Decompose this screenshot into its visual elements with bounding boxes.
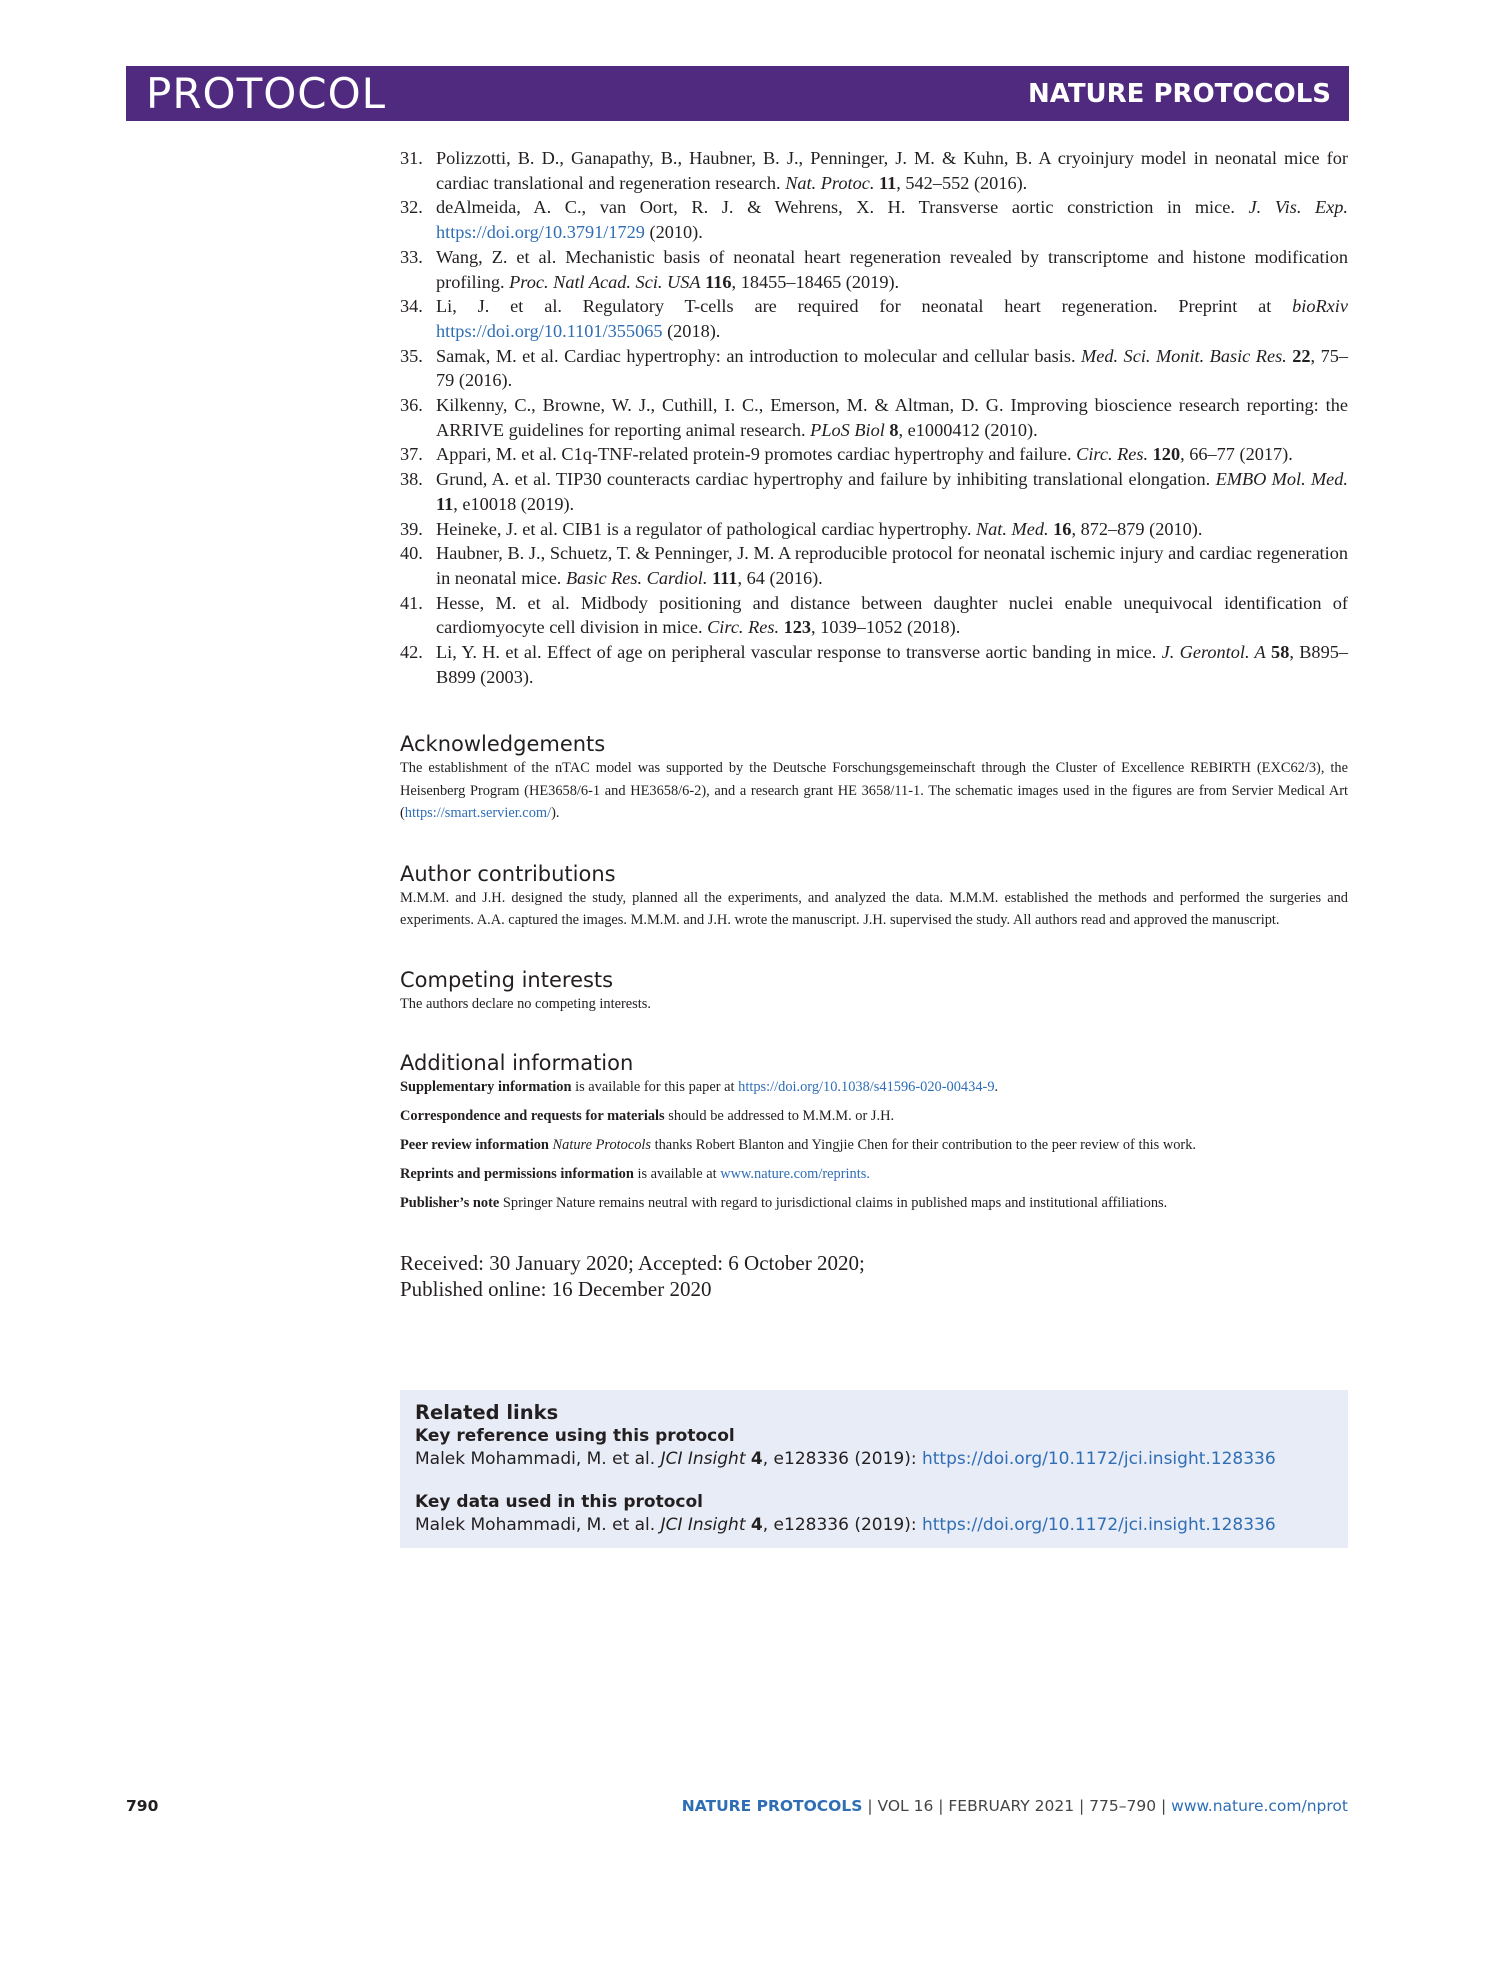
author-contributions-section <box>400 861 1348 932</box>
section-heading: Author contributions <box>400 861 616 886</box>
header-band <box>126 66 1349 121</box>
supplementary-link[interactable]: https://doi.org/10.1038/s41596-020-00434-9 <box>738 1079 995 1096</box>
related-links-title: Related links <box>415 1401 559 1424</box>
section-heading: Competing interests <box>400 967 614 992</box>
related-link-group <box>415 1491 1333 1537</box>
reference-item: 40. Haubner, B. J., Schuetz, T. & Penninger, J. M. A reproducible protocol for neonatal ischemic injury and cardiac regeneration in neonatal mice. Basic Res. Cardiol. 111, 64 (2016). <box>400 543 1348 588</box>
related-link-group <box>415 1425 1333 1471</box>
reference-item: 38. Grund, A. et al. TIP30 counteracts cardiac hypertrophy and failure by inhibiting translational elongation. EMBO Mol. Med. 11, e10018 (2019). <box>400 469 1349 514</box>
related-doi-link[interactable]: https://doi.org/10.1172/jci.insight.128336 <box>921 1449 1276 1469</box>
journal-name-header: NATURE PROTOCOLS <box>1027 79 1331 109</box>
author-contributions-text: M.M.M. and J.H. designed the study, planned all the experiments, and analyzed the data. M.M.M. established the methods and performed the surgeries and experiments. A.A. captured the images. M.M.M. and J.H. wrote the manuscript. J.H. supervised the study. All authors read and approved the manuscript. <box>400 889 1348 929</box>
reference-doi-link[interactable]: https://doi.org/10.1101/355065 <box>436 320 663 341</box>
competing-interests-section <box>400 967 1348 1016</box>
related-link-reference: Malek Mohammadi, M. et al. JCI Insight 4, e128336 (2019): https://doi.org/10.1172/jci.insight.128336 <box>415 1515 1276 1535</box>
reference-item: 32. deAlmeida, A. C., van Oort, R. J. & Wehrens, X. H. Transverse aortic constriction in mice. J. Vis. Exp. https://doi.org/10.3791/1729 (2010). <box>400 197 1349 243</box>
competing-interests-text: The authors declare no competing interests. <box>400 995 651 1012</box>
reference-item: 36. Kilkenny, C., Browne, W. J., Cuthill, I. C., Emerson, M. & Altman, D. G. Improving bioscience research reporting: the ARRIVE guidelines for reporting animal research. PLoS Biol 8, e1000412 (2010). <box>400 395 1348 440</box>
publisher-note: Publisher’s note Springer Nature remains neutral with regard to jurisdictional claims in published maps and institutional affiliations. <box>400 1195 1168 1212</box>
reference-number: 37. <box>400 444 423 465</box>
section-heading: Acknowledgements <box>400 732 606 757</box>
reprints-link[interactable]: www.nature.com/reprints. <box>720 1166 870 1183</box>
reference-number: 38. <box>400 469 423 490</box>
reference-number: 31. <box>400 148 423 168</box>
related-link-subtitle: Key data used in this protocol <box>415 1492 703 1512</box>
footer-citation: NATURE PROTOCOLS | VOL 16 | FEBRUARY 2021 | 775–790 | www.nature.com/nprot <box>681 1797 1348 1815</box>
acknowledgements-text: The establishment of the nTAC model was supported by the Deutsche Forschungsgemeinschaft through the Cluster of Excellence REBIRTH (EXC62/3), the Heisenberg Program (HE3658/6-1 and HE3658/6-2), and a research grant HE 3658/11-1. The schematic images used in the figures are from Servier Medical Art (https://smart.servier.com/). <box>400 760 1348 822</box>
reference-item: 33. Wang, Z. et al. Mechanistic basis of neonatal heart regeneration revealed by transcriptome and histone modification profiling. Proc. Natl Acad. Sci. USA 116, 18455–18465 (2019). <box>400 246 1348 292</box>
supplementary-info: Supplementary information is available for this paper at https://doi.org/10.1038/s41596-020-00434-9. <box>400 1079 999 1096</box>
reprints-info: Reprints and permissions information is available at www.nature.com/reprints. <box>400 1166 870 1183</box>
reference-number: 35. <box>400 345 423 366</box>
reference-item: 34. Li, J. et al. Regulatory T-cells are required for neonatal heart regeneration. Preprint at bioRxiv https://doi.org/10.1101/355065 (2018). <box>400 296 1348 341</box>
reference-number: 39. <box>400 518 423 539</box>
main-content <box>400 146 1348 1302</box>
related-link-subtitle: Key reference using this protocol <box>415 1426 735 1446</box>
related-doi-link[interactable]: https://doi.org/10.1172/jci.insight.128336 <box>921 1515 1276 1535</box>
reference-number: 41. <box>400 592 423 613</box>
footer-url-link[interactable]: www.nature.com/nprot <box>1171 1797 1348 1815</box>
related-link-reference: Malek Mohammadi, M. et al. JCI Insight 4, e128336 (2019): https://doi.org/10.1172/jci.insight.128336 <box>415 1449 1276 1469</box>
section-heading: Additional information <box>400 1051 634 1076</box>
received-accepted-dates: Received: 30 January 2020; Accepted: 6 October 2020; <box>400 1251 865 1276</box>
reference-item: 42. Li, Y. H. et al. Effect of age on peripheral vascular response to transverse aortic banding in mice. J. Gerontol. A 58, B895–B899 (2003). <box>400 642 1348 687</box>
reference-number: 42. <box>400 642 423 663</box>
reference-number: 34. <box>400 296 423 317</box>
additional-information-section <box>400 1050 1348 1214</box>
reference-number: 36. <box>400 395 423 416</box>
article-type-label: PROTOCOL <box>146 69 387 118</box>
acknowledgements-section <box>400 731 1348 825</box>
reference-doi-link[interactable]: https://doi.org/10.3791/1729 <box>436 222 645 243</box>
reference-item: 39. Heineke, J. et al. CIB1 is a regulator of pathological cardiac hypertrophy. Nat. Med. 16, 872–879 (2010). <box>400 517 1348 542</box>
reference-number: 33. <box>400 246 423 267</box>
servier-link[interactable]: https://smart.servier.com/ <box>404 805 552 822</box>
publication-dates <box>400 1250 1348 1302</box>
reference-number: 32. <box>400 197 423 218</box>
published-online-date: Published online: 16 December 2020 <box>400 1277 712 1302</box>
reference-item: 35. Samak, M. et al. Cardiac hypertrophy: an introduction to molecular and cellular basis. Med. Sci. Monit. Basic Res. 22, 75–79 (2016). <box>400 345 1349 391</box>
reference-item: 41. Hesse, M. et al. Midbody positioning and distance between daughter nuclei enable unequivocal identification of cardiomyocyte cell division in mice. Circ. Res. 123, 1039–1052 (2018). <box>400 592 1348 638</box>
reference-list <box>400 146 1348 689</box>
reference-item: 31. Polizzotti, B. D., Ganapathy, B., Haubner, B. J., Penninger, J. M. & Kuhn, B. A cryoinjury model in neonatal mice for cardiac translational and regeneration research. Nat. Protoc. 11, 542–552 (2016). <box>400 148 1348 193</box>
footer-journal: NATURE PROTOCOLS <box>681 1797 863 1815</box>
reference-number: 40. <box>400 543 423 564</box>
page-number: 790 <box>126 1797 159 1815</box>
correspondence-info: Correspondence and requests for materials should be addressed to M.M.M. or J.H. <box>400 1108 895 1125</box>
peer-review-info: Peer review information Nature Protocols thanks Robert Blanton and Yingjie Chen for their contribution to the peer review of this work. <box>400 1137 1197 1154</box>
related-links-box <box>400 1390 1348 1548</box>
reference-item: 37. Appari, M. et al. C1q-TNF-related protein-9 promotes cardiac hypertrophy and failure. Circ. Res. 120, 66–77 (2017). <box>400 442 1348 467</box>
